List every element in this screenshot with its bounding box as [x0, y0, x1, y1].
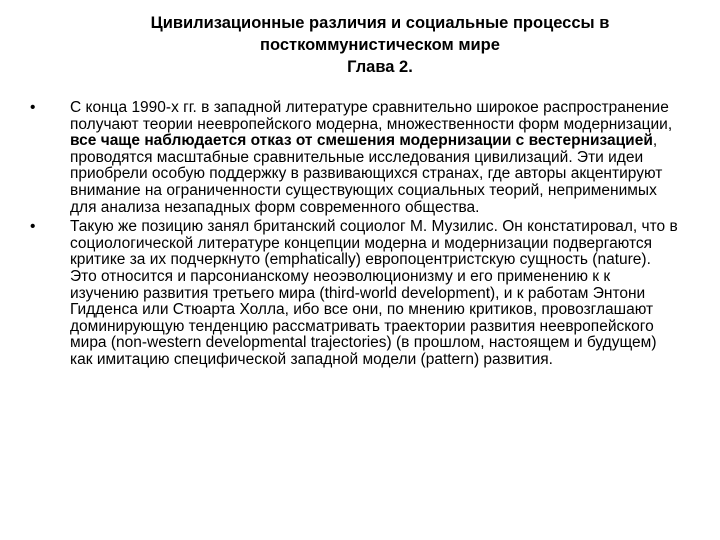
bullet-marker: • — [30, 218, 36, 236]
bullet-list — [30, 100, 680, 369]
bullet-text-before: С конца 1990-х гг. в западной литературе сравнительно широкое распространение получают теории неевропейского модерна, множественности форм модернизации, — [70, 99, 673, 133]
bullet-marker: • — [30, 99, 36, 116]
slide-title — [95, 12, 665, 78]
bullet-text: Такую же позицию занял британский социолог М. Музилис. Он констатировал, что в социологической литературе концепции модерна и модернизации подвергаются критике за их подчеркнуто (emphatically) европоцентристскую сущность (nature). Это относится и парсонианскому неоэволюционизму и его применению к к изучению развития третьего мира (third-world development), и к работам Энтони Гидденса или Стюарта Холла, ибо все они, по мнению критиков, провозглашают доминирующую тенденцию рассматривать траектории развития неевропейского мира (non-western developmental trajectories) (в прошлом, настоящем и будущем) как имитацию специфической западной модели (pattern) развития. — [70, 218, 678, 368]
title-line-2: посткоммунистическом мире — [260, 36, 500, 54]
bullet-text — [70, 99, 672, 216]
bullet-text-after: , проводятся масштабные сравнительные исследования цивилизаций. Эти идеи приобрели особую поддержку в развивающихся странах, где авторы акцентируют внимание на ограниченности существующих социальных теорий, неприменимых для анализа незападных форм современного общества. — [70, 132, 663, 216]
title-line-3: Глава 2. — [347, 58, 413, 76]
bullet-item-2 — [30, 219, 680, 368]
title-line-1: Цивилизационные различия и социальные процессы в — [150, 14, 610, 32]
bullet-item-1 — [30, 100, 680, 216]
bullet-text-emphasis: все чаще наблюдается отказ от смешения модернизации с вестернизацией — [70, 132, 653, 150]
